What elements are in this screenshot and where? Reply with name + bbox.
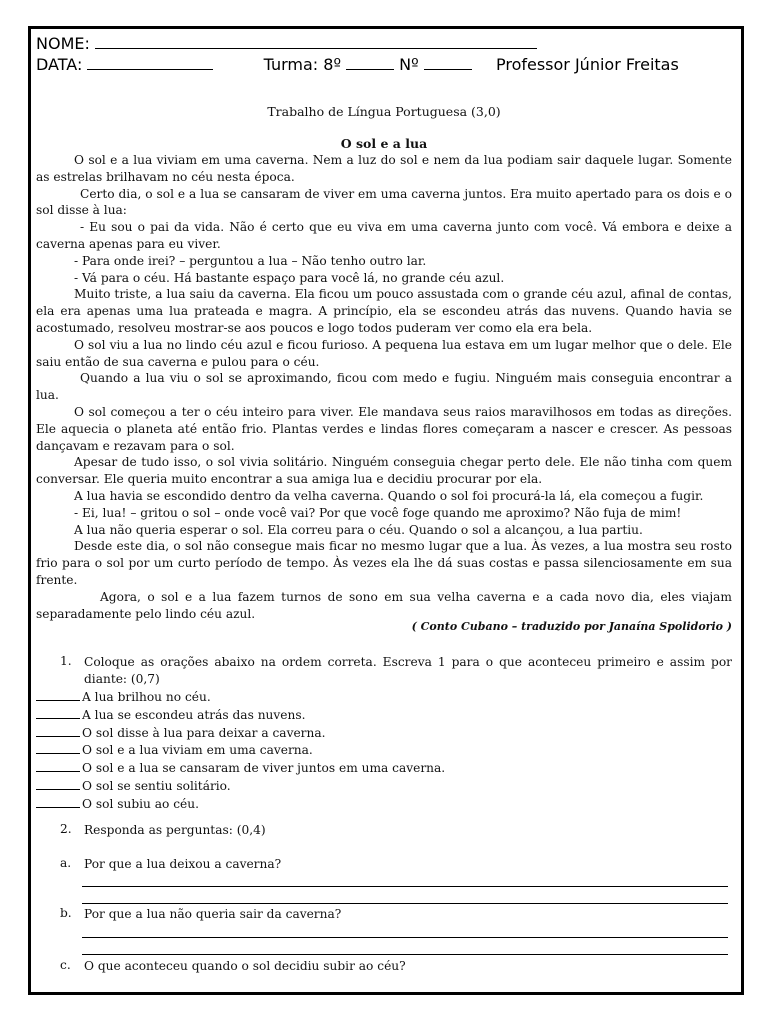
order-blank[interactable]	[36, 688, 80, 701]
number-label: Nº	[399, 55, 419, 74]
list-item-text: O sol e a lua se cansaram de viver juntos em uma caverna.	[82, 761, 446, 776]
list-item	[36, 688, 445, 706]
list-item-text: O sol se sentiu solitário.	[82, 778, 231, 793]
question2c-text: O que aconteceu quando o sol decidiu subir ao céu?	[84, 959, 406, 973]
order-blank[interactable]	[36, 724, 80, 737]
story-paragraph: O sol viu a lua no lindo céu azul e ficou furioso. A pequena lua estava em um lugar melhor que o dele. Ele saiu então de sua caverna e pulou para o céu.	[36, 337, 732, 369]
story-paragraph: A lua não queria esperar o sol. Ela correu para o céu. Quando o sol a alcançou, a lua partiu.	[74, 522, 643, 537]
story-paragraph: - Ei, lua! – gritou o sol – onde você vai? Por que você foge quando me aproximo? Não fuja de mim!	[74, 505, 682, 520]
question2b-label: b.	[60, 906, 72, 920]
story-paragraph: - Eu sou o pai da vida. Não é certo que eu viva em uma caverna junto com você. Vá embora e deixe a caverna apenas para eu viver.	[36, 220, 732, 251]
order-blank[interactable]	[36, 777, 80, 790]
order-blank[interactable]	[36, 795, 80, 808]
question2c-label: c.	[60, 958, 71, 972]
answer-line[interactable]	[82, 954, 728, 955]
question2b-text: Por que a lua não queria sair da caverna?	[84, 907, 342, 921]
answer-line[interactable]	[82, 886, 728, 887]
order-list	[36, 688, 445, 813]
story-paragraph: Muito triste, a lua saiu da caverna. Ela ficou um pouco assustada com o grande céu azul, afinal de contas, ela era apenas uma lua prateada e magra. A princípio, ela se escondeu atrás das nuvens. Quando havia se acostumado, resolveu mostrar-se aos poucos e logo todos puderam ver como ela era bela.	[36, 287, 732, 335]
list-item	[36, 706, 445, 724]
story-paragraph: - Vá para o céu. Há bastante espaço para você lá, no grande céu azul.	[74, 270, 505, 285]
answer-line[interactable]	[82, 903, 728, 904]
list-item-text: O sol e a lua viviam em uma caverna.	[82, 743, 313, 758]
story-paragraph: A lua havia se escondido dentro da velha caverna. Quando o sol foi procurá-la lá, ela começou a fugir.	[74, 488, 704, 503]
list-item-text: A lua se escondeu atrás das nuvens.	[82, 707, 306, 722]
story-credit: ( Conto Cubano – traduzido por Janaína Spolidorio )	[411, 620, 732, 633]
list-item-text: O sol subiu ao céu.	[82, 796, 199, 811]
list-item	[36, 741, 445, 759]
story-paragraph: Agora, o sol e a lua fazem turnos de sono em sua velha caverna e a cada novo dia, eles viajam separadamente pelo lindo céu azul.	[36, 589, 732, 621]
story-paragraph: Desde este dia, o sol não consegue mais ficar no mesmo lugar que a lua. Às vezes, a lua mostra seu rosto frio para o sol por um curto período de tempo. Às vezes ela lhe dá suas costas e passa silenciosamente em sua frente.	[36, 539, 732, 587]
question1-number: 1.	[60, 654, 72, 668]
name-row	[36, 34, 537, 53]
story-paragraph: Apesar de tudo isso, o sol vivia solitário. Ninguém conseguia chegar perto dele. Ele não tinha com quem conversar. Ele queria muito encontrar a sua amiga lua e decidiu procurar por ela.	[36, 455, 732, 487]
story-paragraph: Quando a lua viu o sol se aproximando, ficou com medo e fugiu. Ninguém mais conseguia encontrar a lua.	[36, 371, 732, 403]
info-row	[36, 55, 732, 74]
order-blank[interactable]	[36, 706, 80, 719]
list-item	[36, 724, 445, 742]
question2a-text: Por que a lua deixou a caverna?	[84, 857, 282, 871]
question2-text: Responda as perguntas: (0,4)	[84, 823, 266, 837]
order-blank[interactable]	[36, 759, 80, 772]
story-paragraph: Certo dia, o sol e a lua se cansaram de viver em uma caverna juntos. Era muito apertado para os dois e o sol disse à lua:	[36, 186, 732, 218]
list-item	[36, 777, 445, 795]
list-item	[36, 795, 445, 813]
date-field[interactable]	[87, 55, 213, 70]
order-blank[interactable]	[36, 741, 80, 754]
name-field[interactable]	[95, 34, 537, 49]
class-field[interactable]	[346, 55, 394, 70]
work-title: Trabalho de Língua Portuguesa (3,0)	[267, 104, 501, 119]
list-item	[36, 759, 445, 777]
list-item-text: O sol disse à lua para deixar a caverna.	[82, 725, 326, 740]
question1-text: Coloque as orações abaixo na ordem correta. Escreva 1 para o que aconteceu primeiro e assim por diante: (0,7)	[84, 655, 732, 686]
name-label: NOME:	[36, 34, 90, 53]
story-paragraph: - Para onde irei? – perguntou a lua – Não tenho outro lar.	[74, 253, 427, 268]
date-label: DATA:	[36, 55, 83, 74]
question2a-label: a.	[60, 856, 72, 870]
class-label: Turma: 8º	[263, 55, 341, 74]
story-paragraph: O sol começou a ter o céu inteiro para viver. Ele mandava seus raios maravilhosos em todas as direções. Ele aquecia o planeta até então frio. Plantas verdes e lindas flores começaram a nascer e crescer. As pessoas dançavam e rezavam para o sol.	[36, 404, 732, 453]
teacher-name: Professor Júnior Freitas	[495, 55, 679, 74]
list-item-text: A lua brilhou no céu.	[82, 690, 211, 704]
story-text	[36, 152, 732, 622]
answer-line[interactable]	[82, 937, 728, 938]
story-title: O sol e a lua	[340, 136, 428, 151]
number-field[interactable]	[424, 55, 472, 70]
question2-number: 2.	[60, 822, 72, 836]
story-paragraph: O sol e a lua viviam em uma caverna. Nem a luz do sol e nem da lua podiam sair daquele lugar. Somente as estrelas brilhavam no céu nesta época.	[36, 153, 732, 184]
